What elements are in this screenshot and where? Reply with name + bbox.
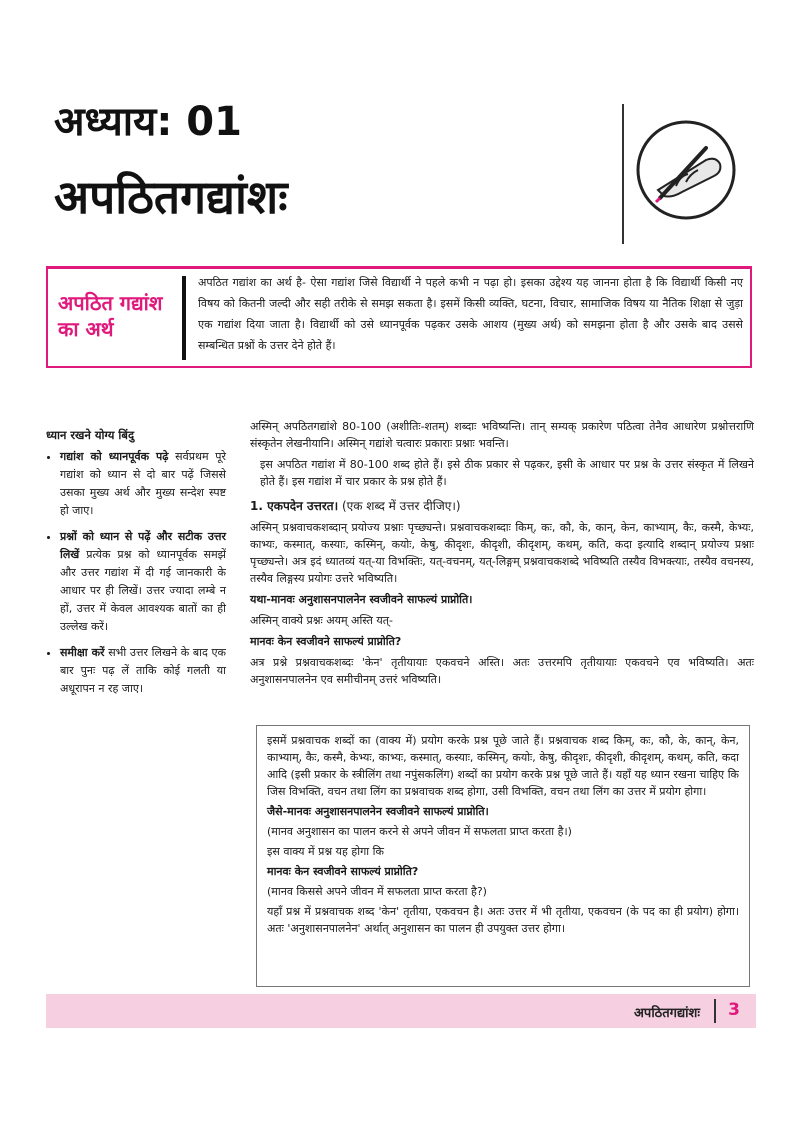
- explanation-box: [256, 725, 750, 987]
- tip-item: • प्रश्नों को ध्यान से पढ़ें और सटीक उत्तर लिखें प्रत्येक प्रश्न को ध्यानपूर्वक समझें और उत्तर गद्यांश में दी गई जानकारी के आधार पर ही लिखें। उत्तर ज्यादा लम्बे न हों, उत्तर में केवल आवश्यक बातों का ही उल्लेख करें।: [60, 528, 226, 636]
- definition-text: अपठित गद्यांश का अर्थ है- ऐसा गद्यांश जिसे विद्यार्थी ने पहले कभी न पढ़ा हो। इसका उद्देश्य यह जानना होता है कि विद्यार्थी किसी नए विषय को कितनी जल्दी और सही तरीके से समझ सकता है। इसमें किसी व्यक्ति, घटना, विचार, सामाजिक विषय या नैतिक शिक्षा से जुड़ा एक गद्यांश दिया जाता है। विद्यार्थी को उसे ध्यानपूर्वक पढ़कर उसके आशय (मुख्य अर्थ) को समझना होता है और उसके बाद उससे सम्बन्धित प्रश्नों के उत्तर देने होते हैं।: [198, 276, 743, 352]
- footer-title: अपठितगद्यांशः: [634, 1006, 700, 1021]
- writing-hand-icon: [636, 120, 736, 220]
- explanation-conclusion: यहाँ प्रश्न में प्रश्नवाचक शब्द 'केन' तृतीया, एकवचन है। अतः उत्तर में भी तृतीया, एकवचन (के पद का ही प्रयोग) होगा। अतः 'अनुशासनपालनेन' अर्थात् अनुशासन का पालन ही उपयुक्त उत्तर होगा।: [267, 905, 739, 935]
- header-divider: [622, 104, 624, 244]
- intro-sanskrit: अस्मिन् अपठितगद्यांशे 80-100 (अशीतिः-शतम्) शब्दाः भविष्यन्ति। तान् सम्यक् प्रकारेण पठित्वा तेनैव आधारेण प्रश्नोत्तराणि संस्कृतेन लेखनीयानि। अस्मिन् गद्यांशे चत्वारः प्रकाराः प्रश्नाः भवन्ति।: [250, 420, 754, 450]
- rule-paragraph: अस्मिन् प्रश्नवाचकशब्दान् प्रयोज्य प्रश्नाः पृच्छ्यन्ते। प्रश्नवाचकशब्दाः किम्, कः, कौ, के, कान्, केन, काभ्याम्, कैः, कस्मै, केभ्यः, काभ्यः, कस्मात्, कस्याः, कस्मिन्, कयोः, केषु, कीदृशः, कीदृशी, कीदृशम्, कथम्, कति, कदा इत्यादि शब्दान् प्रयोज्य प्रश्नाः पृच्छ्यन्ते। अत्र इदं ध्यातव्यं यत्-या विभक्तिः, यत्-वचनम्, यत्-लिङ्गम् प्रश्नवाचकशब्दे भविष्यति तस्यैव विभक्त्याः, तस्यैव वचनस्य, तस्यैव लिङ्गस्य प्रयोगः उत्तरे भविष्यति।: [250, 521, 754, 585]
- tip-item: • समीक्षा करें सभी उत्तर लिखने के बाद एक बार पुनः पढ़ लें ताकि कोई गलती या अधूरापन न रह जाए।: [60, 644, 226, 698]
- explanation-question-intro: इस वाक्य में प्रश्न यह होगा कि: [267, 845, 384, 858]
- chapter-title: अपठितगद्यांशः: [54, 170, 288, 224]
- answer-paragraph: अत्र प्रश्ने प्रश्नवाचकशब्दः 'केन' तृतीयायाः एकवचने अस्ति। अतः उत्तरमपि तृतीयायाः एकवचने एव भविष्यति। अतः अनुशासनपालनेन एव समीचीनम् उत्तरं भविष्यति।: [250, 656, 754, 686]
- page-number: 3: [728, 1000, 740, 1020]
- main-content: [250, 418, 754, 692]
- question-intro: अस्मिन् वाक्ये प्रश्नः अयम् अस्ति यत्-: [250, 614, 393, 627]
- definition-divider: [182, 276, 186, 360]
- tips-heading: ध्यान रखने योग्य बिंदु: [46, 428, 135, 442]
- footer-divider: [714, 999, 716, 1023]
- tip-item: • गद्यांश को ध्यानपूर्वक पढ़े सर्वप्रथम पूरे गद्यांश को ध्यान से दो बार पढ़ें जिससे उसका मुख्य अर्थ और मुख्य सन्देश स्पष्ट हो जाए।: [60, 448, 226, 520]
- page-footer: [46, 994, 756, 1028]
- explanation-question: मानवः केन स्वजीवने साफल्यं प्राप्नोति?: [267, 865, 419, 878]
- definition-box: [46, 266, 752, 368]
- explanation-translation: (मानव अनुशासन का पालन करने से अपने जीवन में सफलता प्राप्त करता है।): [267, 825, 572, 838]
- question-line: मानवः केन स्वजीवने साफल्यं प्राप्नोति?: [250, 635, 402, 648]
- section-heading: 1. एकपदेन उत्तरत। (एक शब्द में उत्तर दीजिए।): [250, 499, 461, 513]
- chapter-label: अध्याय: 01: [54, 99, 242, 145]
- tips-sidebar: [46, 426, 226, 706]
- explanation-paragraph: इसमें प्रश्नवाचक शब्दों का (वाक्य में) प्रयोग करके प्रश्न पूछे जाते हैं। प्रश्नवाचक शब्द किम्, कः, कौ, के, कान्, केन, काभ्याम्, कैः, कस्मै, केभ्यः, काभ्यः, कस्मात्, कस्याः, कस्मिन्, कयोः, केषु, कीदृशः, कीदृशी, कीदृशम्, कथम्, कति, कदा आदि (इसी प्रकार के स्त्रीलिंग तथा नपुंसकलिंग) शब्दों का प्रयोग करके प्रश्न पूछे जाते हैं। यहाँ यह ध्यान रखना चाहिए कि जिस विभक्ति, वचन तथा लिंग का प्रश्नवाचक शब्द होगा, उसी विभक्ति, वचन तथा लिंग का उत्तर में प्रयोग होगा।: [267, 734, 739, 798]
- explanation-question-translation: (मानव किससे अपने जीवन में सफलता प्राप्त करता है?): [267, 885, 487, 898]
- definition-label: अपठित गद्यांश का अर्थ: [58, 291, 163, 341]
- example-line: यथा-मानवः अनुशासनपालनेन स्वजीवने साफल्यं प्राप्नोति।: [250, 593, 473, 606]
- intro-hindi: इस अपठित गद्यांश में 80-100 शब्द होते हैं। इसे ठीक प्रकार से पढ़कर, इसी के आधार पर प्रश्न के उत्तर संस्कृत में लिखने होते हैं। इस गद्यांश में चार प्रकार के प्रश्न होते हैं।: [260, 458, 754, 488]
- explanation-example: जैसे-मानवः अनुशासनपालनेन स्वजीवने साफल्यं प्राप्नोति।: [267, 805, 489, 818]
